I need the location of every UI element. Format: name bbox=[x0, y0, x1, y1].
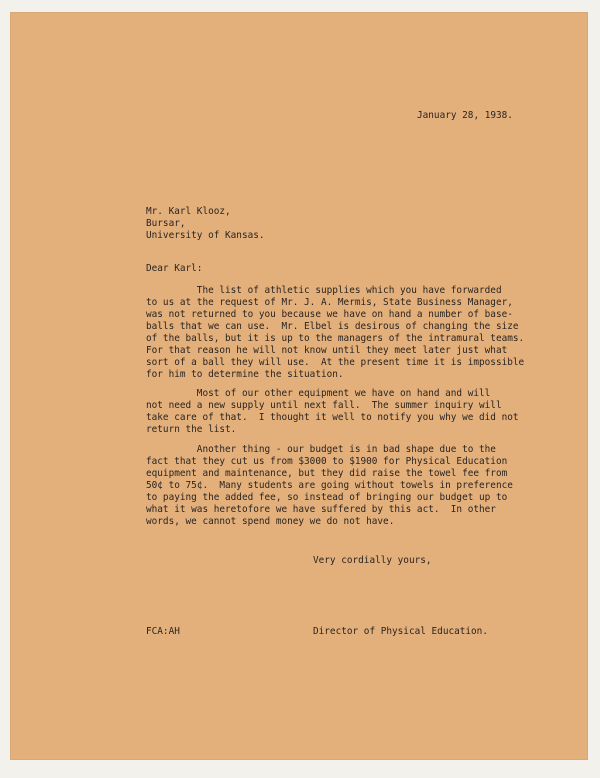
paragraph-1 bbox=[146, 285, 524, 381]
paragraph-line: sort of a ball they will use. At the present time it is impossible bbox=[146, 357, 525, 368]
paragraph-line: Most of our other equipment we have on hand and will bbox=[146, 388, 491, 399]
paragraph-3 bbox=[146, 444, 513, 528]
paragraph-2 bbox=[146, 388, 519, 436]
paragraph-line: 50¢ to 75¢. Many students are going without towels in preference bbox=[146, 480, 513, 491]
recipient-title: Bursar, bbox=[146, 218, 186, 229]
letter-date: January 28, 1938. bbox=[417, 110, 513, 121]
paragraph-line: not need a new supply until next fall. The summer inquiry will bbox=[146, 400, 502, 411]
paragraph-line: For that reason he will not know until they meet later just what bbox=[146, 345, 508, 356]
paragraph-line: to us at the request of Mr. J. A. Mermis, State Business Manager, bbox=[146, 297, 513, 308]
paragraph-line: fact that they cut us from $3000 to $1900 for Physical Education bbox=[146, 456, 508, 467]
paragraph-line: what it was heretofore we have suffered by this act. In other bbox=[146, 504, 496, 515]
paragraph-line: of the balls, but it is up to the managers of the intramural teams. bbox=[146, 333, 525, 344]
paragraph-line: take care of that. I thought it well to notify you why we did not bbox=[146, 412, 519, 423]
salutation: Dear Karl: bbox=[146, 263, 203, 274]
recipient-address bbox=[146, 206, 265, 242]
paragraph-line: was not returned to you because we have on hand a number of base- bbox=[146, 309, 513, 320]
paragraph-line: Another thing - our budget is in bad shape due to the bbox=[146, 444, 496, 455]
closing: Very cordially yours, bbox=[313, 555, 432, 566]
paragraph-line: balls that we can use. Mr. Elbel is desirous of changing the size bbox=[146, 321, 519, 332]
paragraph-line: for him to determine the situation. bbox=[146, 369, 344, 380]
recipient-institution: University of Kansas. bbox=[146, 230, 265, 241]
recipient-name: Mr. Karl Klooz, bbox=[146, 206, 231, 217]
paragraph-line: return the list. bbox=[146, 424, 237, 435]
paragraph-line: words, we cannot spend money we do not have. bbox=[146, 516, 395, 527]
typist-initials: FCA:AH bbox=[146, 626, 180, 637]
paragraph-line: to paying the added fee, so instead of bringing our budget up to bbox=[146, 492, 508, 503]
paragraph-line: equipment and maintenance, but they did raise the towel fee from bbox=[146, 468, 508, 479]
letter-page bbox=[10, 12, 588, 760]
paragraph-line: The list of athletic supplies which you have forwarded bbox=[146, 285, 502, 296]
signature-title: Director of Physical Education. bbox=[313, 626, 488, 637]
